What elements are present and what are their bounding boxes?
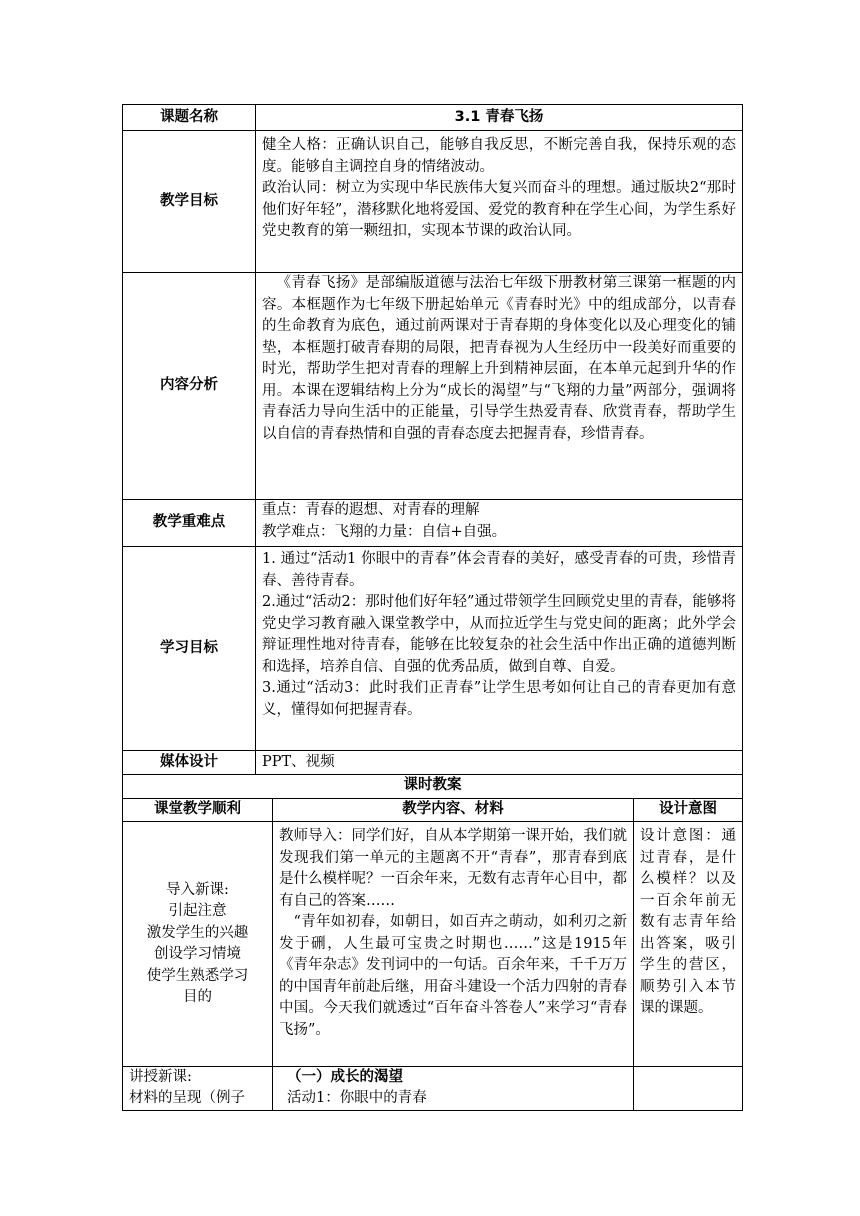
new-stage-line-1: 讲授新课: [129,1069,192,1085]
intro-intent: 设计意图：通过青春，是什么模样？以及一百余年前无数有志青年给出答案，吸引学生的营区，顺势引入本节课的课题。 [640,828,736,1016]
intro-content [273,822,634,1066]
analysis-text: 《青春飞扬》是部编版道德与法治七年级下册教材第三课第一框题的内容。本框题作为七年级下册起始单元《青春时光》中的组成部分，以青春的生命教育为底色，通过前两课对于青春期的身体变化以及心理变化的铺垫，本框题打破青春期的局限，把青春视为人生经历中一段美好而重要的时光，帮助学生把对青春的理解上升到精神层面，在本单元起到升华的作用。本课在逻辑结构上分为“成长的渴望”与“飞翔的力量”两部分，强调将青春活力导向生活中的正能量，引导学生热爱青春、欣赏青春，帮助学生以自信的青春热情和自强的青春态度去把握青春，珍惜青春。 [262,275,736,442]
learning-content [256,547,742,750]
goals-para-2: 政治认同：树立为实现中华民族伟大复兴而奋斗的理想。通过版块2“那时他们好年轻”，潜移默化地将爱国、爱党的教育种在学生心间，为学生系好党史教育的第一颗纽扣，实现本节课的政治认同。 [262,180,736,239]
key-label: 教学重难点 [123,500,256,546]
intro-stage-line-5: 使学生熟悉学习 [146,967,249,984]
new-heading: （一）成长的渴望 [287,1069,403,1085]
intro-stage-line-4: 创设学习情境 [154,946,241,962]
row-analysis [123,273,742,500]
new-content [273,1067,634,1110]
key-para-2: 教学难点：飞翔的力量：自信+自强。 [262,523,507,540]
new-stage-line-2: 材料的呈现（例子 [129,1090,245,1106]
key-para-1: 重点：青春的遐想、对青春的理解 [262,502,480,518]
intro-stage-line-6: 目的 [183,989,212,1005]
media-label: 媒体设计 [123,751,256,774]
intro-stage-line-1: 导入新课: [166,881,229,898]
learning-para-1: 1. 通过“活动1 你眼中的青春”体会青春的美好，感受青春的可贵，珍惜青春、善待青春。 [262,551,736,589]
key-content [256,500,742,546]
new-activity: 活动1：你眼中的青春 [287,1090,427,1106]
new-intent [634,1067,742,1110]
topic-label: 课题名称 [123,105,256,130]
row-topic [123,105,742,131]
intro-content-para-2: “青年如初春，如朝日，如百卉之萌动，如利刃之新发于硎，人生最可宝贵之时期也……”这是1915年《青年杂志》发刊词中的一句话。百余年来，千千万万的中国青年前赴后继，用奋斗建设一个活力四射的青春中国。今天我们就透过“百年奋斗答卷人”来学习“青春飞扬”。 [279,914,627,1038]
intro-stage-line-2: 引起注意 [168,903,227,919]
intro-content-para-1: 教师导入：同学们好，自从本学期第一课开始，我们就发现我们第一单元的主题离不开“青春”，那青春到底是什么模样呢？一百余年来，无数有志青年心目中，都有自己的答案…… [279,828,627,909]
analysis-content [256,273,742,499]
row-media [123,751,742,775]
col-header-intent: 设计意图 [659,801,717,817]
row-learning [123,547,742,751]
intro-stage [123,822,273,1066]
new-stage [123,1067,273,1110]
lesson-plan-table [122,104,743,1111]
row-col-headers [123,799,742,822]
goals-label: 教学目标 [123,131,256,272]
row-lesson-title [123,775,742,799]
learning-para-3: 3.通过“活动3：此时我们正青春”让学生思考如何让自己的青春更加有意义，懂得如何把握青春。 [262,680,736,718]
learning-para-2: 2.通过“活动2：那时他们好年轻”通过带领学生回顾党史里的青春，能够将党史学习教育融入课堂教学中，从而拉近学生与党史间的距离；此外学会辩证理性地对待青春，能够在比较复杂的社会生活中作出正确的道德判断和选择，培养自信、自强的优秀品质，做到自尊、自爱。 [262,594,736,675]
row-key [123,500,742,547]
row-goals [123,131,742,273]
learning-label: 学习目标 [123,547,256,750]
col-header-stage: 课堂教学顺利 [123,799,273,821]
intro-stage-line-3: 激发学生的兴趣 [146,924,249,941]
topic-value: 3.1 青春飞扬 [454,109,544,125]
goals-content [256,131,742,272]
row-new-lesson [123,1067,742,1111]
analysis-label: 内容分析 [123,273,256,499]
goals-para-1: 健全人格：正确认识自己，能够自我反思，不断完善自我，保持乐观的态度。能够自主调控自身的情绪波动。 [262,137,736,175]
col-header-content: 教学内容、材料 [273,799,634,821]
media-value: PPT、视频 [262,754,335,770]
row-intro [123,822,742,1067]
lesson-plan-title: 课时教案 [403,777,462,793]
